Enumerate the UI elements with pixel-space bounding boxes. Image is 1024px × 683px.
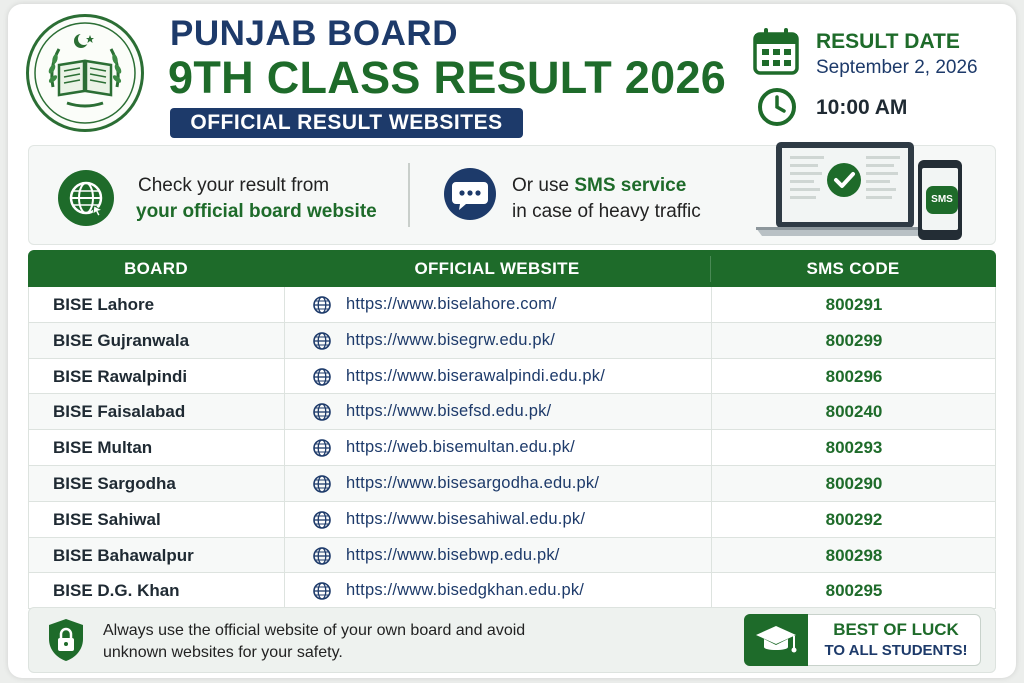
table-row <box>28 359 996 395</box>
phone-sms-icon <box>926 186 958 214</box>
table-row <box>28 430 996 466</box>
table-row <box>28 323 996 359</box>
board-name: BISE Lahore <box>53 295 155 314</box>
best-of-luck-title: BEST OF LUCK <box>833 620 959 639</box>
website-link[interactable]: https://www.biselahore.com/ <box>346 295 557 313</box>
subtitle-banner: OFFICIAL RESULT WEBSITES <box>170 108 523 138</box>
globe-icon <box>312 581 332 601</box>
table-row <box>28 287 996 323</box>
website-link[interactable]: https://www.bisebwp.edu.pk/ <box>346 545 560 564</box>
column-divider <box>284 573 285 608</box>
column-header-sms-code: SMS CODE <box>806 259 900 278</box>
globe-icon <box>312 295 332 315</box>
globe-icon <box>312 438 332 458</box>
title-line-1: PUNJAB BOARD <box>170 14 458 53</box>
results-table-body <box>28 287 996 609</box>
table-row <box>28 394 996 430</box>
column-header-website: OFFICIAL WEBSITE <box>414 259 580 278</box>
website-link[interactable]: https://www.bisefsd.edu.pk/ <box>346 402 552 421</box>
column-divider <box>284 323 285 358</box>
globe-icon <box>58 170 114 226</box>
column-divider <box>284 430 285 465</box>
result-date-label: RESULT DATE <box>816 30 960 53</box>
info-divider <box>408 163 410 227</box>
sms-code: 800296 <box>825 366 883 386</box>
board-name: BISE Gujranwala <box>53 330 190 350</box>
sms-code: 800295 <box>825 581 883 601</box>
board-name: BISE Sargodha <box>53 473 176 493</box>
column-divider <box>284 502 285 537</box>
website-info-line2: your official board website <box>136 201 377 222</box>
website-link[interactable]: https://www.bisesargodha.edu.pk/ <box>346 473 600 492</box>
board-crest-logo <box>26 14 144 132</box>
clock-icon <box>756 86 798 128</box>
column-divider <box>284 466 285 501</box>
website-info-line1: Check your result from <box>138 175 330 196</box>
board-name: BISE Sahiwal <box>53 509 161 529</box>
sms-badge-label: SMS <box>931 194 953 205</box>
sms-info-line1: Or use SMS service <box>512 175 687 196</box>
table-row <box>28 466 996 502</box>
board-name: BISE Faisalabad <box>53 402 186 422</box>
calendar-icon <box>752 26 800 76</box>
column-header-board: BOARD <box>124 259 188 278</box>
globe-icon <box>312 510 332 530</box>
best-of-luck-subtitle: TO ALL STUDENTS! <box>824 642 968 659</box>
website-link[interactable]: https://www.bisesahiwal.edu.pk/ <box>346 509 586 528</box>
header-divider <box>710 256 711 282</box>
board-name: BISE Rawalpindi <box>53 366 188 386</box>
sms-code: 800299 <box>825 330 883 350</box>
website-link[interactable]: https://www.bisedgkhan.edu.pk/ <box>346 581 585 600</box>
page-title: 9TH CLASS RESULT 2026 <box>168 52 727 103</box>
lock-shield-icon <box>46 617 86 663</box>
board-name: BISE Multan <box>53 438 153 458</box>
sms-info-line2: in case of heavy traffic <box>512 201 701 222</box>
globe-icon <box>312 546 332 566</box>
safety-note-line2: unknown websites for your safety. <box>103 644 343 661</box>
board-name: BISE Bahawalpur <box>53 545 194 565</box>
sms-code: 800298 <box>825 545 883 565</box>
column-divider <box>284 394 285 429</box>
result-time: 10:00 AM <box>816 96 908 119</box>
website-link[interactable]: https://www.biserawalpindi.edu.pk/ <box>346 366 606 385</box>
sms-code: 800292 <box>825 509 883 529</box>
sms-code: 800291 <box>825 295 883 314</box>
sms-code: 800240 <box>825 402 883 422</box>
table-row <box>28 502 996 538</box>
sms-service-highlight: SMS service <box>574 175 687 196</box>
column-divider <box>284 287 285 322</box>
chat-bubble-icon <box>444 168 496 220</box>
globe-icon <box>312 402 332 422</box>
website-link[interactable]: https://www.bisegrw.edu.pk/ <box>346 330 555 349</box>
globe-icon <box>312 367 332 387</box>
globe-icon <box>312 331 332 351</box>
sms-code: 800290 <box>825 473 883 493</box>
board-name: BISE D.G. Khan <box>53 581 180 601</box>
safety-note-line1: Always use the official website of your own board and avoid <box>103 622 526 639</box>
table-row <box>28 538 996 574</box>
graduation-cap-icon <box>744 614 808 666</box>
column-divider <box>284 538 285 573</box>
sms-code: 800293 <box>825 438 883 458</box>
result-date-value: September 2, 2026 <box>816 57 978 78</box>
website-link[interactable]: https://web.bisemultan.edu.pk/ <box>346 438 575 457</box>
table-row <box>28 573 996 609</box>
globe-icon <box>312 474 332 494</box>
column-divider <box>284 359 285 394</box>
